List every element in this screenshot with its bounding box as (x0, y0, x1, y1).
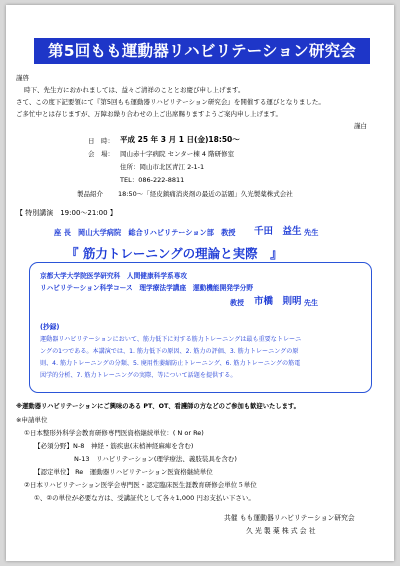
credit-line-6: ①、②の単位が必要な方は、受講証代として各々1,000 円お支払い下さい。 (34, 494, 255, 502)
closing: 謹白 (354, 122, 367, 130)
intro-line-2: さて、この度下記要領にて『第5回もも運動器リハビリテーション研究会』を開催する運びとなりました。 (16, 98, 325, 106)
speaker-honorific: 先生 (304, 299, 318, 307)
abstract-line-3: 則、4. 筋力トレーニングの分類、5. 廃用性萎縮防止トレーニング、6. 筋力トレーニングの筋電 (40, 360, 301, 367)
date-value: 平成 25 年 3 月 1 日(金)18:50～ (120, 135, 240, 144)
host-line-1: 共催 もも運動器リハビリテーション研究会 (224, 514, 355, 522)
address: 住所：岡山市北区青江 2-1-1 (120, 163, 205, 171)
credit-line-1: ①日本整形外科学会教育研修専門医資格継続単位：( N or Re) (24, 429, 204, 437)
speaker-name: 市橋 則明 (254, 296, 302, 307)
credit-line-3: N-13 リハビリテーション(理学療法、義肢装具を含む) (74, 455, 237, 463)
flyer-page (6, 5, 394, 561)
intro-line-3: ご多忙中とは存じますが、万障お繰り合わせの上ご出席賜りますようご案内申し上げます。 (16, 110, 282, 118)
tel: TEL：086-222-8811 (120, 176, 185, 184)
speaker-affiliation-2: リハビリテーション科学コース 理学療法学講座 運動機能開発学分野 (40, 284, 254, 292)
salutation: 謹啓 (16, 74, 29, 82)
credit-line-4: 【認定単位】 Re 運動器リハビリテーション医資格継続単位 (34, 468, 213, 476)
speaker-affiliation-1: 京都大学大学院医学研究科 人間健康科学系専攻 (40, 272, 188, 280)
date-label: 日 時： (88, 137, 114, 145)
abstract-line-1: 運動器リハビリテーションにおいて、筋力低下に対する筋力トレーニングは最も重要なトレーニ (40, 336, 302, 343)
page-title: 第5回もも運動器リハビリテーション研究会 (34, 38, 370, 64)
chair-honorific: 先生 (304, 228, 319, 237)
credit-line-2: 【必須分野】N-8 神経・筋疾患(末梢神経麻痺を含む) (34, 442, 194, 450)
abstract-label: (抄録) (40, 323, 60, 331)
lecture-title: 『 筋力トレーニングの理論と実際 』 (66, 246, 283, 261)
chair-affiliation: 岡山大学病院 総合リハビリテーション部 教授 (78, 228, 236, 237)
abstract-line-4: 図学的分析、7. 筋力トレーニングの実際、等について話題を提供する。 (40, 372, 237, 379)
special-lecture-header: 【 特別講演 19:00～21:00 】 (16, 209, 117, 217)
chair-name: 千田 益生 (254, 226, 302, 237)
abstract-line-2: ングの1つである。本講演では、1. 筋力低下の原因、2. 筋力の評価、3. 筋力トレーニングの原 (40, 348, 299, 355)
product-label: 製品紹介 (77, 190, 103, 198)
venue-label: 会 場： (88, 150, 114, 158)
venue-value: 岡山赤十字病院 センター棟 4 階研修室 (120, 150, 235, 158)
welcome-note: ※運動器リハビリテーションにご興味のある PT、OT、看護師の方などのご参加も歓迎いたします。 (16, 403, 300, 410)
credit-line-5: ②日本リハビリテーション医学会専門医・認定臨床医生涯教育研修会単位５単位 (24, 481, 257, 489)
host-line-2: 久 光 製 薬 株 式 会 社 (246, 527, 316, 535)
credit-header: ※申請単位 (16, 416, 48, 424)
product-value: 18:50～「経皮鎮痛消炎剤の最近の話題」久光製薬株式会社 (118, 190, 293, 198)
speaker-title: 教授 (230, 299, 244, 307)
chair-role: 座 長 (54, 228, 71, 237)
intro-line-1: 時下、先生方におかれましては、益々ご清祥のこととお慶び申し上げます。 (24, 86, 245, 94)
